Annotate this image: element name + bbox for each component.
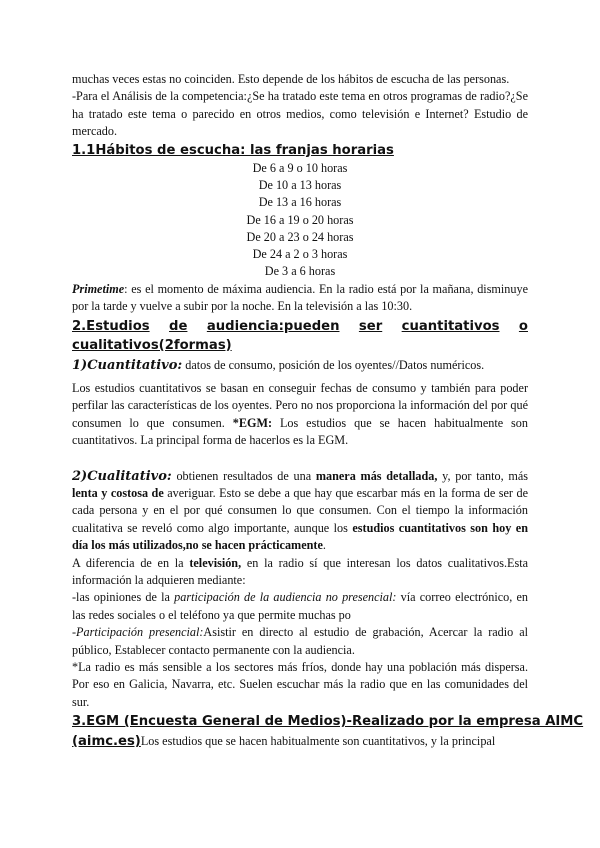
italic-run: -Participación presencial: [72, 625, 204, 640]
text-run: vía correo electrónico, en las redes sociales o el teléfono ya que permite muchas po [72, 590, 529, 622]
document-body [72, 71, 584, 751]
heading-word: ser [358, 318, 383, 334]
cualitativo-label: 2)Cualitativo: [72, 468, 172, 484]
text-run: y, por tanto, más [437, 468, 528, 483]
intro-paragraph: muchas veces estas no coinciden. Esto depende de los hábitos de escucha de las personas. [72, 72, 510, 86]
text-run: en la radio sí que interesan los datos cualitativos.Esta información la adquieren mediante: [72, 555, 528, 587]
bold-run: lenta y costosa de [72, 485, 164, 500]
bold-run: televisión, [189, 555, 242, 570]
text-run: averiguar. Esto se debe a que hay que escarbar más en la forma de ser de cada persona y en el por qué consumen lo que consumen. Con el tiempo la información cualitativa se reveló como algo importante, aunque los [72, 485, 528, 535]
text-run: Los estudios que se hacen habitualmente son cuantitativos. La principal forma de hacerlos es la EGM. [72, 415, 528, 448]
cuantitativo-text: datos de consumo, posición de los oyentes//Datos numéricos. [182, 357, 485, 372]
competition-paragraph: -Para el Análisis de la competencia:¿Se ha tratado este tema en otros programas de radio?¿Se ha tratado este tema o parecido en otros medios, como televisión e Internet? Estudio de mercado. [72, 89, 528, 139]
heading-word: audiencia:pueden [206, 318, 340, 334]
bold-run: estudios cuantitativos son hoy en día los más utilizados,no se hacen prácticamente [72, 520, 528, 553]
text-run: A diferencia de en la [72, 555, 190, 570]
primetime-term: Primetime [72, 281, 125, 296]
television-paragraph [72, 555, 528, 590]
presencial-paragraph [72, 624, 528, 659]
cuantitativo-line [72, 357, 528, 374]
time-slot: De 24 a 2 o 3 horas [252, 247, 348, 262]
heading-word: cuantitativos [401, 318, 500, 334]
section-2-heading-line1 [72, 317, 528, 336]
time-slot: De 13 a 16 horas [258, 195, 342, 210]
time-slot: De 20 a 23 o 24 horas [246, 229, 354, 244]
bold-run: manera más detallada, [315, 468, 438, 483]
text-run: Los estudios cuantitativos se basan en conseguir fechas de consumo y también para poder perfilar las características de los oyentes. Pero no nos proporciona la información del por qué consumen lo que consumen. [72, 380, 528, 430]
time-slot: De 16 a 19 o 20 horas [246, 212, 354, 227]
section-3-paragraph [72, 732, 528, 751]
section-1-heading: 1.1Hábitos de escucha: las franjas horarias [72, 142, 394, 158]
time-slot: De 10 a 13 horas [258, 177, 342, 192]
text-run: . [322, 538, 326, 553]
time-slot-list [72, 160, 528, 281]
section-3-heading: 3.EGM (Encuesta General de Medios)-Realizado por la empresa AIMC [72, 714, 584, 730]
heading-word: 2.Estudios [72, 318, 150, 334]
time-slot: De 6 a 9 o 10 horas [252, 160, 348, 175]
cuantitativo-paragraph [72, 380, 528, 450]
heading-word: o [518, 318, 528, 334]
italic-run: participación de la audiencia no presencial: [174, 590, 397, 605]
radio-note-paragraph: *La radio es más sensible a los sectores más fríos, donde hay una población más dispersa. Por eso en Galicia, Navarra, etc. Suelen escuchar más la radio que en las comunidades del sur. [72, 660, 528, 709]
primetime-paragraph [72, 281, 528, 316]
primetime-text: : es el momento de máxima audiencia. En la radio está por la mañana, disminuye por la tarde y vuelve a subir por la noche. En la televisión a las 10:30. [72, 281, 528, 314]
cuantitativo-label: 1)Cuantitativo: [72, 357, 183, 373]
opiniones-paragraph [72, 589, 528, 624]
cualitativo-paragraph [72, 468, 528, 555]
text-run: obtienen resultados de una [171, 468, 316, 483]
text-run: -las opiniones de la [72, 590, 175, 605]
aimc-link-text: (aimc.es) [72, 734, 141, 750]
egm-label: *EGM: [232, 415, 273, 430]
text-run: Los estudios que se hacen habitualmente son cuantitativos, y la principal [140, 734, 496, 749]
heading-word: de [169, 318, 188, 334]
text-run: Asistir en directo al estudio de grabación, Acercar la radio al público, Establecer contacto permanente con la audiencia. [72, 625, 528, 657]
section-2-heading-line2: cualitativos(2formas) [72, 337, 232, 353]
time-slot: De 3 a 6 horas [264, 264, 336, 279]
section-2-heading [72, 317, 528, 355]
